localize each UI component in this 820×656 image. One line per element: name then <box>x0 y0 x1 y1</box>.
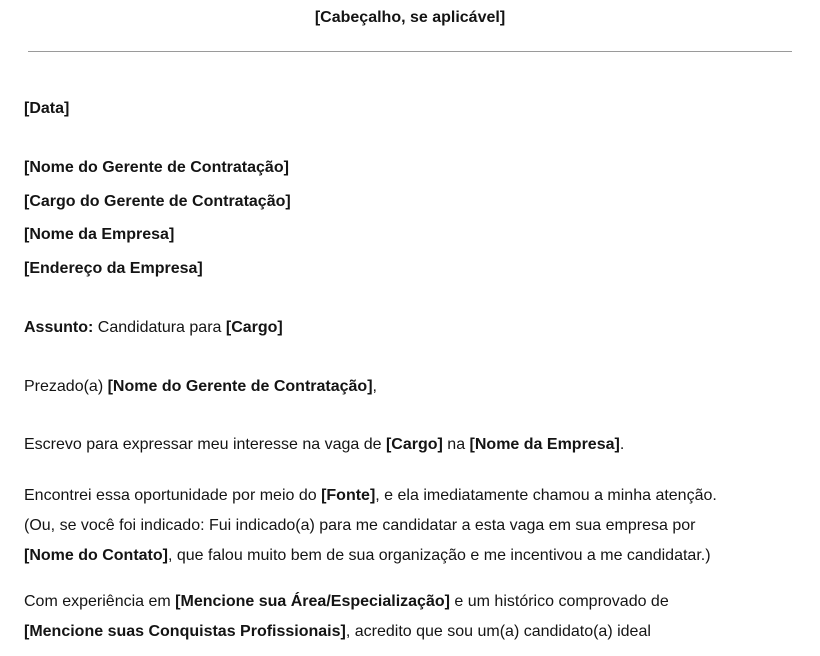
paragraph-1 <box>24 435 624 455</box>
paragraph-2-line-2: (Ou, se você foi indicado: Fui indicado(a) para me candidatar a esta vaga em sua empresa por <box>24 517 696 534</box>
greeting-name: [Nome do Gerente de Contratação] <box>107 378 373 395</box>
p1-text-1: Escrevo para expressar meu interesse na vaga de <box>24 436 386 453</box>
p1-text-3: . <box>619 436 625 453</box>
p1-position: [Cargo] <box>385 436 443 453</box>
greeting-line <box>24 377 377 397</box>
recipient-name: [Nome do Gerente de Contratação] <box>24 159 289 176</box>
p2-contact: [Nome do Contato] <box>24 547 168 564</box>
greeting-prefix: Prezado(a) <box>24 378 108 395</box>
p3-area: [Mencione sua Área/Especialização] <box>175 593 450 610</box>
paragraph-2-line-3 <box>24 546 711 566</box>
subject-label: Assunto: <box>24 319 94 336</box>
paragraph-2-line-1 <box>24 486 717 506</box>
paragraph-3-line-2 <box>24 622 651 642</box>
greeting-suffix: , <box>372 378 377 395</box>
recipient-company: [Nome da Empresa] <box>24 226 175 243</box>
p2-source: [Fonte] <box>321 487 376 504</box>
p2-l1-text-1: Encontrei essa oportunidade por meio do <box>24 487 322 504</box>
p3-l1-text-1: Com experiência em <box>24 593 176 610</box>
subject-position: [Cargo] <box>225 319 283 336</box>
subject-line <box>24 318 283 338</box>
subject-text: Candidatura para <box>93 319 226 336</box>
p3-l2-text: , acredito que sou um(a) candidato(a) ideal <box>345 623 651 640</box>
p2-l1-text-2: , e ela imediatamente chamou a minha atenção. <box>375 487 717 504</box>
paragraph-3-line-1 <box>24 592 669 612</box>
document-header: [Cabeçalho, se aplicável] <box>314 9 506 26</box>
recipient-address: [Endereço da Empresa] <box>24 260 203 277</box>
p3-l1-text-2: e um histórico comprovado de <box>449 593 669 610</box>
p2-l3-text: , que falou muito bem de sua organização e me incentivou a me candidatar.) <box>167 547 711 564</box>
recipient-title: [Cargo do Gerente de Contratação] <box>24 193 291 210</box>
header-divider <box>28 51 792 52</box>
p1-text-2: na <box>442 436 470 453</box>
date-placeholder: [Data] <box>24 100 70 117</box>
p3-achievements: [Mencione suas Conquistas Profissionais] <box>24 623 346 640</box>
p1-company: [Nome da Empresa] <box>469 436 620 453</box>
